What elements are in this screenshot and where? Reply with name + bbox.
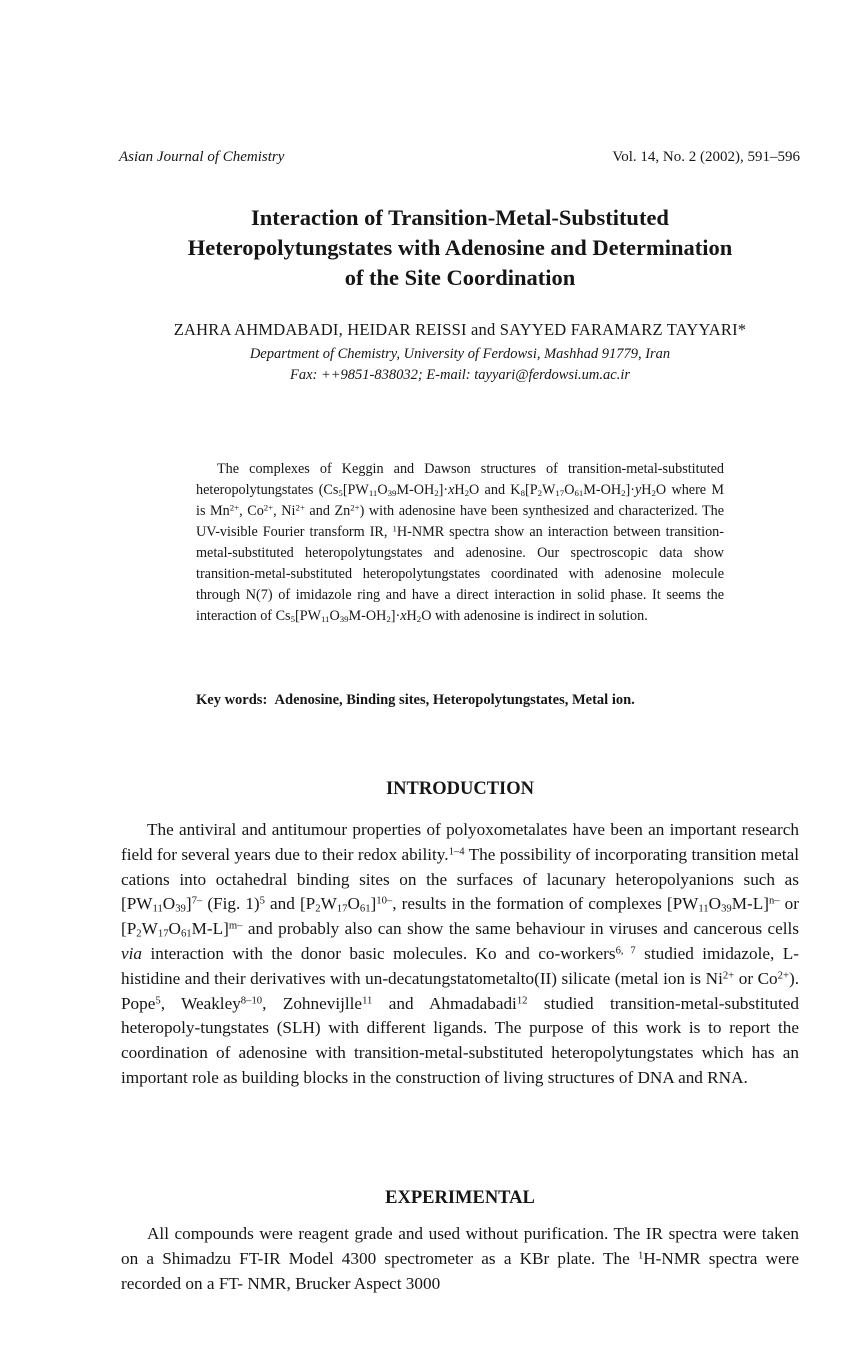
contact-info: Fax: ++9851-838032; E-mail: tayyari@ferdowsi.um.ac.ir xyxy=(289,367,631,383)
abstract xyxy=(196,459,724,627)
introduction-heading: INTRODUCTION xyxy=(385,779,535,799)
keywords-label: Key words: xyxy=(196,692,268,708)
experimental-body xyxy=(121,1222,799,1296)
affiliation: Department of Chemistry, University of Ferdowsi, Mashhad 91779, Iran xyxy=(249,346,671,362)
journal-name: Asian Journal of Chemistry xyxy=(119,149,285,165)
author-list: ZAHRA AHMDABADI, HEIDAR REISSI and SAYYED FARAMARZ TAYYARI* xyxy=(173,320,747,339)
volume-info: Vol. 14, No. 2 (2002), 591–596 xyxy=(612,149,800,165)
running-header xyxy=(119,149,800,171)
keywords xyxy=(196,690,724,711)
title-line: Heteropolytungstates with Adenosine and Determination xyxy=(187,235,733,260)
title-line: of the Site Coordination xyxy=(344,265,576,290)
article-title xyxy=(100,203,820,293)
title-line: Interaction of Transition-Metal-Substituted xyxy=(251,205,669,230)
introduction-body xyxy=(121,818,799,1091)
abstract-paragraph: The complexes of Keggin and Dawson structures of transition-metal-substituted heteropolytungstates ($Cs_5[PW_{11}O_{39}M-OH_2]\cdot xH_2O$ and $K_8[P_2W_{17}O_{61}M-OH_2]\cdot yH_2O$ where M is $Mn^{2+}$, $Co^{2+}$, $Ni^{2+}$ and $Zn^{2+}$) with adenosine have been synthesized and characterized. The UV-visible Fourier transform IR, $^1$H-NMR spectra show an interaction between transition-metal-substituted heteropolytungstates and adenosine. Our spectroscopic data show transition-metal-substituted heteropolytungstates coordinated with adenosine molecule through N(7) of imidazole ring and have a direct interaction in solid phase. It seems the interaction of $Cs_5[PW_{11}O_{39}M-OH_2]\cdot xH_2O$ with adenosine is indirect in solution. xyxy=(196,461,725,625)
experimental-heading: EXPERIMENTAL xyxy=(385,1188,535,1208)
experimental-paragraph: All compounds were reagent grade and used without purification. The IR spectra were taken on a Shimadzu FT-IR Model 4300 spectrometer as a KBr plate. The $^1$H-NMR spectra were recorded on a FT- NMR, Brucker Aspect 3000 xyxy=(121,1224,800,1293)
keywords-text: Adenosine, Binding sites, Heteropolytungstates, Metal ion. xyxy=(274,692,635,708)
introduction-paragraph: The antiviral and antitumour properties of polyoxometalates have been an important research field for several years due to their redox ability.$^{1-4}$ The possibility of incorporating transition metal cations into octahedral binding sites on the surfaces of lacunary heteropolyanions such as $[PW_{11}O_{39}]^{7-}$ (Fig. 1)$^5$ and $[P_2W_{17}O_{61}]^{10-}$, results in the formation of complexes $[PW_{11}O_{39}M-L]^{n-}$ or $[P_2W_{17}O_{61}M-L]^{m-}$ and probably also can show the same behaviour in viruses and cancerous cells via interaction with the donor basic molecules. Ko and co-workers$^{6, 7}$ studied imidazole, L-histidine and their derivatives with un-decatungstatometalto(II) silicate (metal ion is $Ni^{2+}$ or $Co^{2+}$). Pope$^5$, Weakley$^{8-10}$, Zohnevijlle$^{11}$ and Ahmadabadi$^{12}$ studied transition-metal-substituted heteropoly-tungstates (SLH) with different ligands. The purpose of this work is to report the coordination of adenosine with transition-metal-substituted heteropolytungstates which has an important role as building blocks in the construction of living structures of DNA and RNA. xyxy=(121,820,800,1087)
